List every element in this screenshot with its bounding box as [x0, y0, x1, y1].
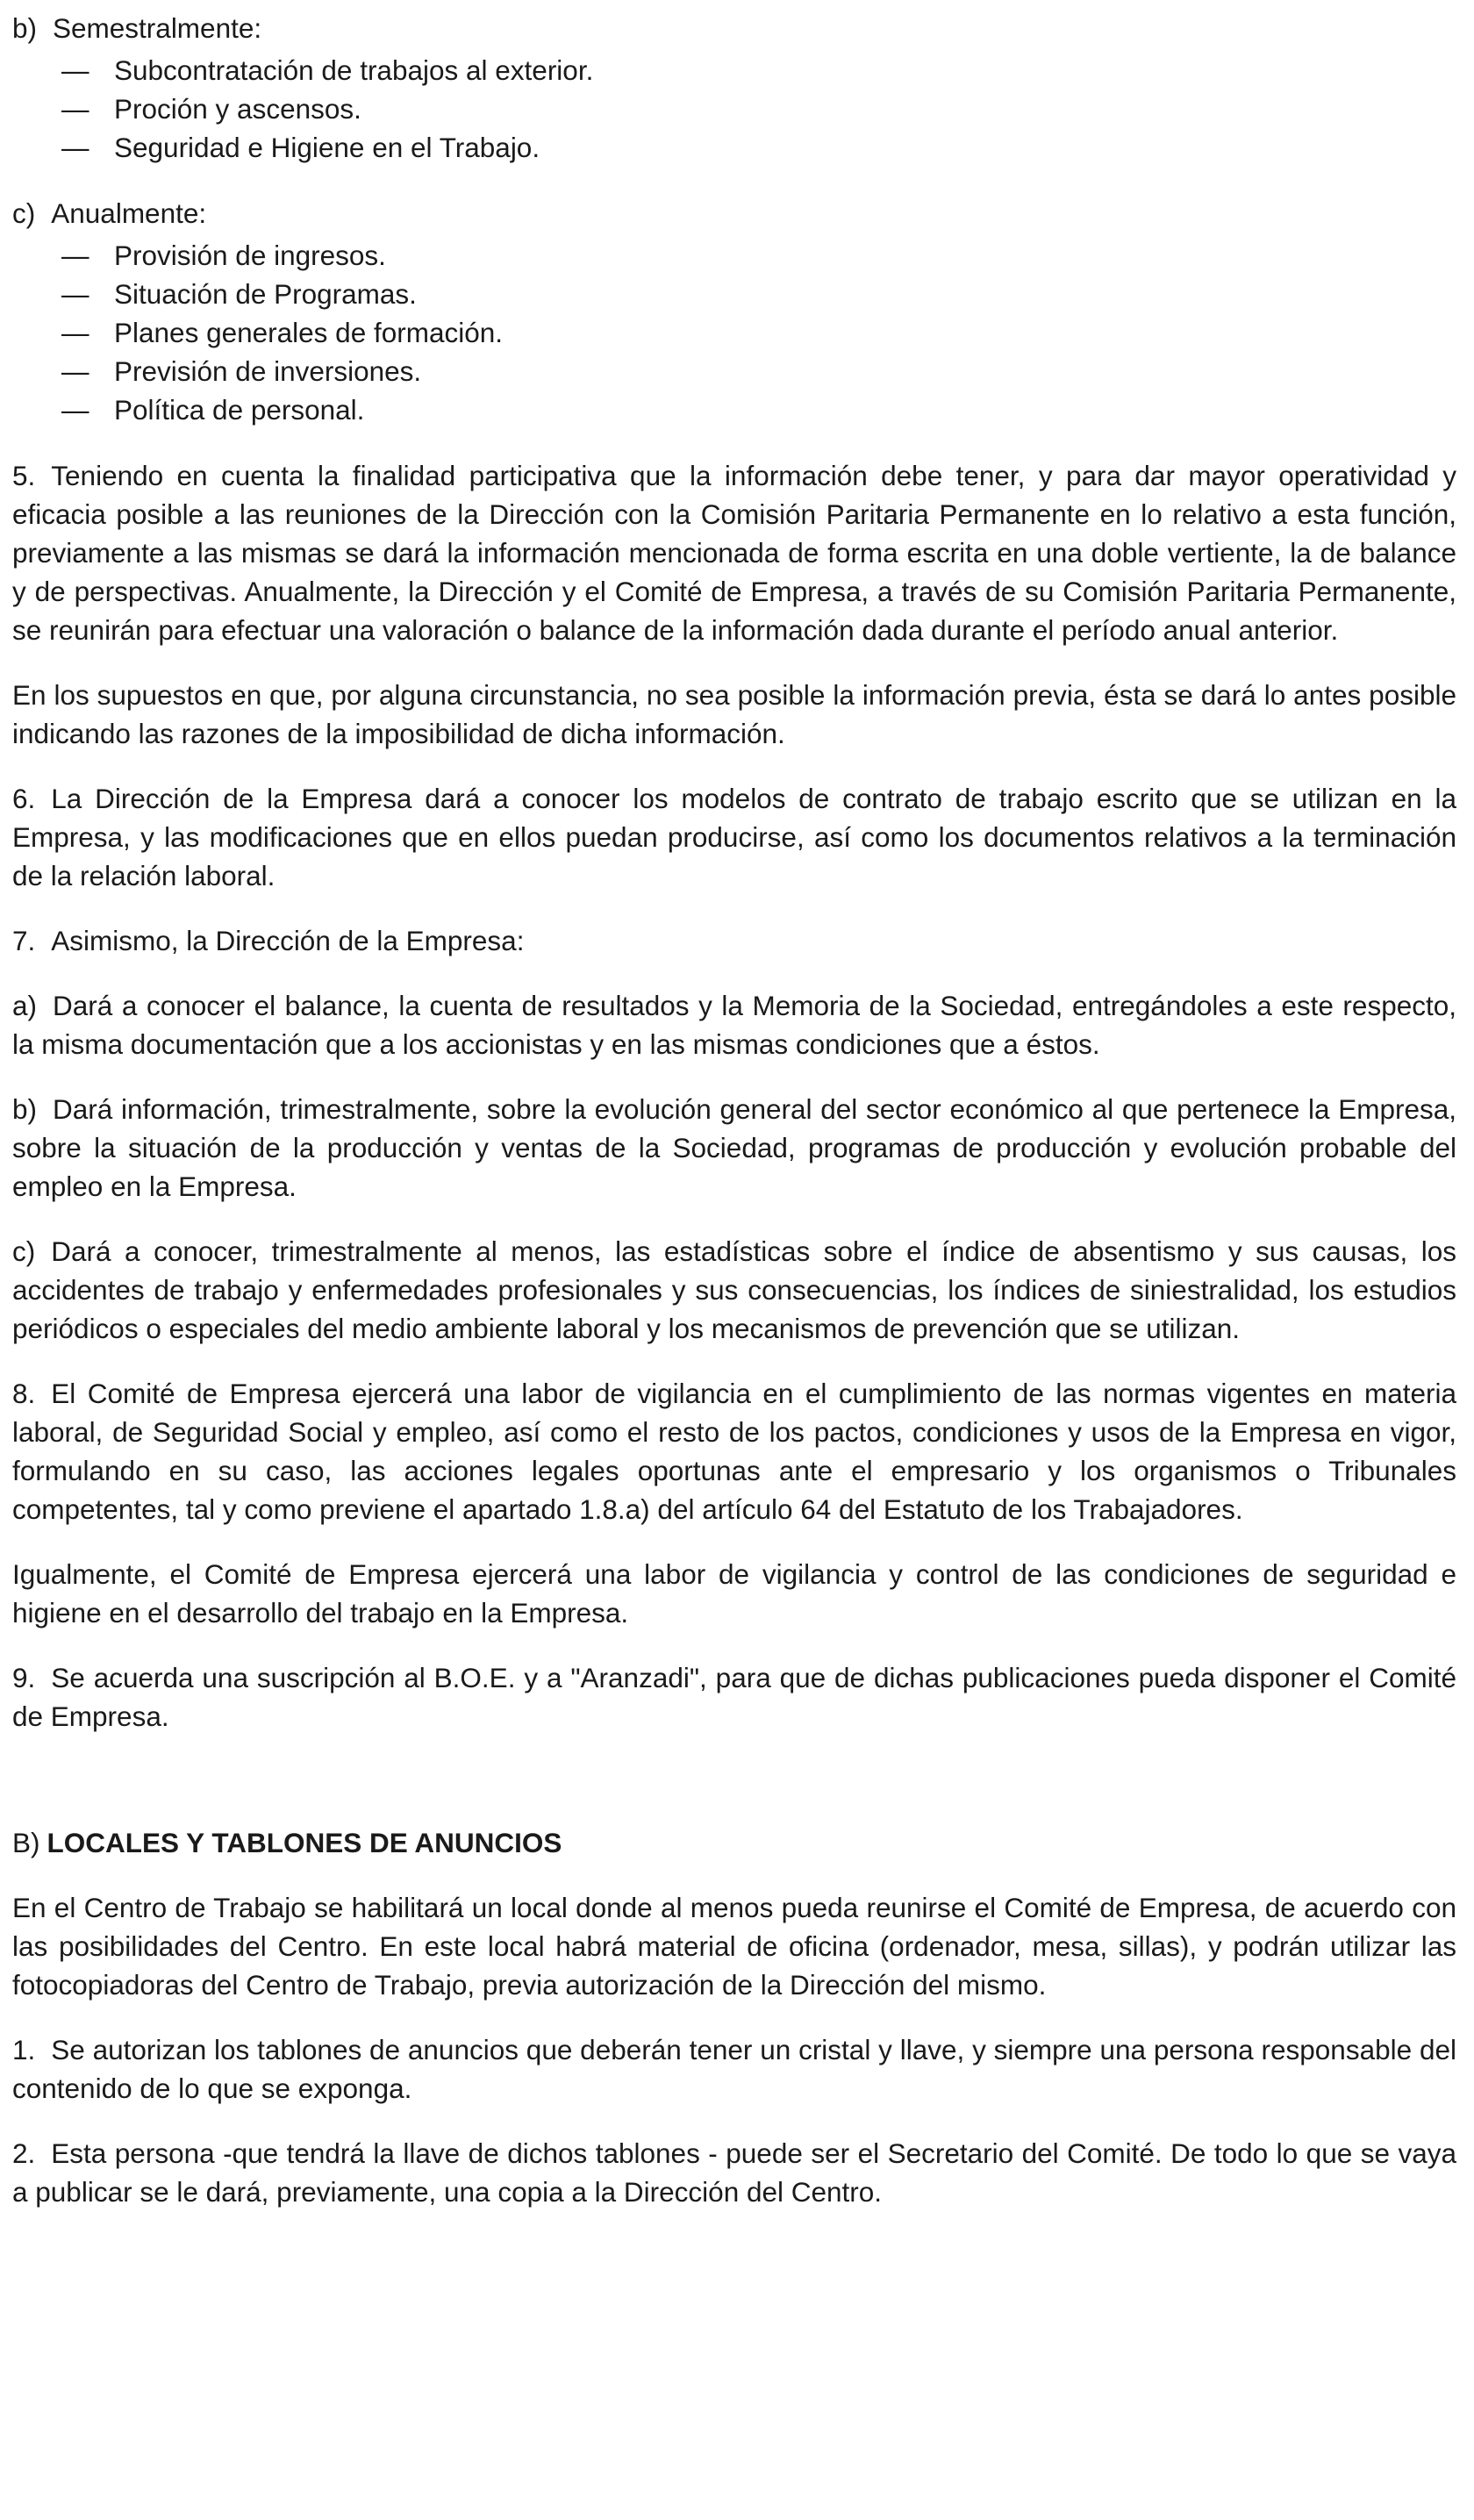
dash-marker: — — [61, 355, 89, 387]
list-item-text: Previsión de inversiones. — [114, 355, 422, 387]
paragraph-7c — [12, 1232, 1456, 1348]
list-item-text: Planes generales de formación. — [114, 317, 504, 348]
section-heading-locales — [12, 1823, 1456, 1862]
list-item — [12, 390, 1456, 429]
paragraph-number: 7. — [12, 925, 36, 956]
dash-marker: — — [61, 240, 89, 271]
paragraph-number: 6. — [12, 783, 36, 814]
list-item — [12, 236, 1456, 275]
locales-item-2 — [12, 2134, 1456, 2211]
paragraph-text: Dará a conocer, trimestralmente al menos, las estadísticas sobre el índice de absentismo y sus causas, los accidentes de trabajo y enfermedades profesionales y sus consecuencias, los índices de siniestralidad, los estudios periódicos o especiales del medio ambiente laboral y los mecanismos de prevención que se utilizan. — [12, 1235, 1456, 1344]
list-item — [12, 51, 1456, 89]
paragraph-5 — [12, 456, 1456, 649]
list-item-text: Situación de Programas. — [114, 278, 417, 310]
locales-item-1 — [12, 2030, 1456, 2108]
section-heading-label: B) — [12, 1827, 40, 1858]
list-item-text: Subcontratación de trabajos al exterior. — [114, 54, 594, 86]
paragraph-number: 9. — [12, 1662, 36, 1693]
paragraph-text: Teniendo en cuenta la finalidad participativa que la información debe tener, y para dar mayor operatividad y eficacia posible a las reuniones de la Dirección con la Comisión Paritaria Permanente en lo relativo a esta función, previamente a las mismas se dará la información mencionada de forma escrita en una doble vertiente, la de balance y de perspectivas. Anualmente, la Dirección y el Comité de Empresa, a través de su Comisión Paritaria Permanente, se reunirán para efectuar una valoración o balance de la información dada durante el período anual anterior. — [12, 460, 1456, 646]
list-item-text: Proción y ascensos. — [114, 93, 361, 125]
dash-marker: — — [61, 317, 89, 348]
paragraph-text: Esta persona -que tendrá la llave de dichos tablones - puede ser el Secretario del Comité. De todo lo que se vaya a publicar se le dará, previamente, una copia a la Dirección del Centro. — [12, 2137, 1456, 2208]
list-item — [12, 275, 1456, 313]
paragraph-text: La Dirección de la Empresa dará a conocer los modelos de contrato de trabajo escrito que se utilizan en la Empresa, y las modificaciones que en ellos puedan producirse, así como los documentos relativos a la terminación de la relación laboral. — [12, 783, 1456, 891]
paragraph-number: 2. — [12, 2137, 36, 2169]
paragraph-5-continuation: En los supuestos en que, por alguna circunstancia, no sea posible la información previa, ésta se dará lo antes posible indicando las razones de la imposibilidad de dicha información. — [12, 679, 1456, 749]
list-item-text: Política de personal. — [114, 394, 365, 426]
paragraph-9 — [12, 1658, 1456, 1736]
paragraph-text: Dará a conocer el balance, la cuenta de resultados y la Memoria de la Sociedad, entregándoles a este respecto, la misma documentación que a los accionistas y en las mismas condiciones que a éstos. — [12, 990, 1456, 1060]
list-item — [12, 89, 1456, 128]
paragraph-7 — [12, 921, 1456, 960]
list-item-text: Provisión de ingresos. — [114, 240, 386, 271]
paragraph-text: El Comité de Empresa ejercerá una labor de vigilancia en el cumplimiento de las normas vigentes en materia laboral, de Seguridad Social y empleo, así como el resto de los pactos, condiciones y usos de la Empresa en vigor, formulando en su caso, las acciones legales oportunas ante el empresario y los organismos o Tribunales competentes, tal y como previene el apartado 1.8.a) del artículo 64 del Estatuto de los Trabajadores. — [12, 1378, 1456, 1525]
paragraph-number: a) — [12, 990, 38, 1021]
dash-marker: — — [61, 394, 89, 426]
section-b-list — [12, 51, 1456, 167]
paragraph-7a — [12, 986, 1456, 1063]
section-c-label: c) — [12, 197, 36, 229]
paragraph-text: Se autorizan los tablones de anuncios que deberán tener un cristal y llave, y siempre una persona responsable del contenido de lo que se exponga. — [12, 2034, 1456, 2104]
list-item — [12, 128, 1456, 167]
list-item — [12, 313, 1456, 352]
section-b-heading — [12, 9, 1456, 47]
dash-marker: — — [61, 54, 89, 86]
paragraph-number: c) — [12, 1235, 36, 1267]
paragraph-text: Asimismo, la Dirección de la Empresa: — [51, 925, 525, 956]
document-page — [12, 9, 1456, 2211]
paragraph-text: Se acuerda una suscripción al B.O.E. y a "Aranzadi", para que de dichas publicaciones pueda disponer el Comité de Empresa. — [12, 1662, 1456, 1732]
section-c-heading — [12, 194, 1456, 233]
section-heading-title: LOCALES Y TABLONES DE ANUNCIOS — [47, 1827, 562, 1858]
paragraph-number: 1. — [12, 2034, 36, 2065]
paragraph-number: 8. — [12, 1378, 36, 1409]
section-b-title: Semestralmente: — [53, 12, 262, 44]
paragraph-8-continuation: Igualmente, el Comité de Empresa ejercerá una labor de vigilancia y control de las condiciones de seguridad e higiene en el desarrollo del trabajo en la Empresa. — [12, 1558, 1456, 1629]
paragraph-8 — [12, 1374, 1456, 1528]
section-b-label: b) — [12, 12, 38, 44]
section-c-list — [12, 236, 1456, 429]
dash-marker: — — [61, 132, 89, 163]
dash-marker: — — [61, 93, 89, 125]
paragraph-text: Dará información, trimestralmente, sobre la evolución general del sector económico al que pertenece la Empresa, sobre la situación de la producción y ventas de la Sociedad, programas de producción y evolución probable del empleo en la Empresa. — [12, 1093, 1456, 1202]
list-item — [12, 352, 1456, 390]
locales-intro: En el Centro de Trabajo se habilitará un local donde al menos pueda reunirse el Comité de Empresa, de acuerdo con las posibilidades del Centro. En este local habrá material de oficina (ordenador, mesa, sillas), y podrán utilizar las fotocopiadoras del Centro de Trabajo, previa autorización de la Dirección del mismo. — [12, 1892, 1456, 2001]
section-c-title: Anualmente: — [51, 197, 207, 229]
paragraph-number: 5. — [12, 460, 36, 491]
paragraph-7b — [12, 1090, 1456, 1206]
paragraph-6 — [12, 779, 1456, 895]
paragraph-number: b) — [12, 1093, 38, 1125]
list-item-text: Seguridad e Higiene en el Trabajo. — [114, 132, 540, 163]
dash-marker: — — [61, 278, 89, 310]
